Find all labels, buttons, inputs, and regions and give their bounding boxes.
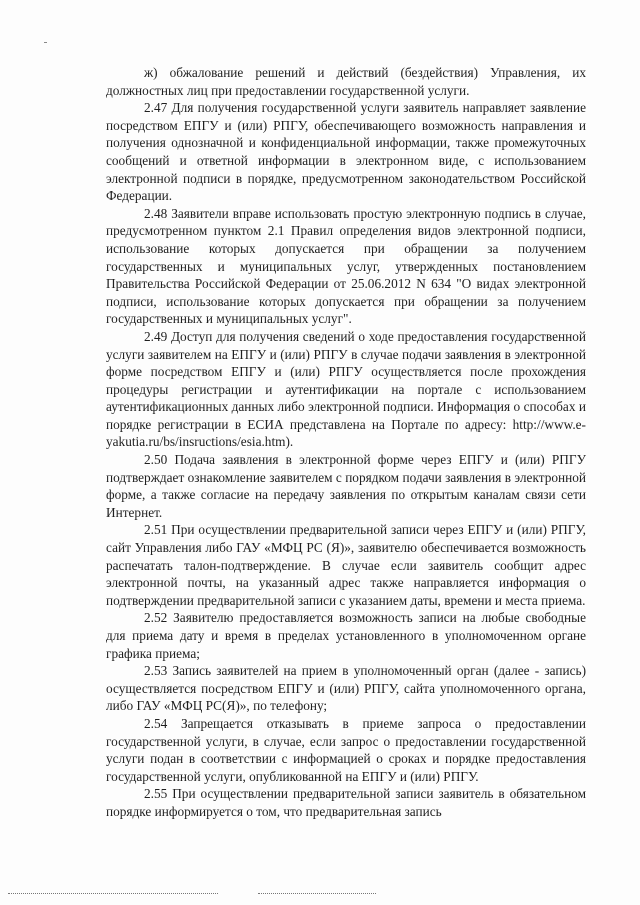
paragraph-2-49: 2.49 Доступ для получения сведений о ходе предоставления государственной услуги заявителем на ЕПГУ и (или) РПГУ в случае подачи заявления в электронной форме посредством ЕПГУ и (или) РПГУ осуществляется после прохождения процедуры регистрации и аутентификации на портале с использованием аутентификационных данных либо электронной подписи. Информация о способах и порядке регистрации в ЕСИА представлена на Портале по адресу: http://www.e-yakutia.ru/bs/insructions/esia.htm).	[106, 328, 586, 450]
paragraph-2-54: 2.54 Запрещается отказывать в приеме запроса о предоставлении государственной услуги, в случае, если запрос о предоставлении государственной услуги подан в соответствии с информацией о сроках и порядке предоставления государственной услуги, опубликованной на ЕПГУ и (или) РПГУ.	[106, 715, 586, 784]
scan-mark	[44, 42, 47, 43]
paragraph-2-53: 2.53 Запись заявителей на прием в уполномоченный орган (далее - запись) осуществляется посредством ЕПГУ и (или) РПГУ, сайта уполномоченного органа, либо ГАУ «МФЦ РС(Я)», по телефону;	[106, 663, 586, 714]
paragraph-appeal: ж) обжалование решений и действий (бездействия) Управления, их должностных лиц при предоставлении государственной услуги.	[106, 65, 586, 98]
paragraph-2-51: 2.51 При осуществлении предварительной записи через ЕПГУ и (или) РПГУ, сайт Управления либо ГАУ «МФЦ РС (Я)», заявителю обеспечивается возможность распечатать талон-подтверждение. В случае если заявитель сообщит адрес электронной почты, на указанный адрес также направляется информация о подтверждении предварительной записи с указанием даты, времени и места приема.	[106, 522, 586, 608]
paragraph-2-47: 2.47 Для получения государственной услуги заявитель направляет заявление посредством ЕПГУ и (или) РПГУ, обеспечивающего возможность направления и получения однозначной и конфиденциальной информации, также промежуточных сообщений и ответной информации в электронном виде, с использованием электронной подписи в порядке, предусмотренном законодательством Российской Федерации.	[106, 100, 586, 204]
paragraph-2-52: 2.52 Заявителю предоставляется возможность записи на любые свободные для приема дату и время в пределах установленного в уполномоченном органе графика приема;	[106, 610, 586, 661]
paragraph-2-50: 2.50 Подача заявления в электронной форме через ЕПГУ и (или) РПГУ подтверждает ознакомление заявителем с порядком подачи заявления в электронной форме, а также согласие на передачу заявления по открытым каналам связи сети Интернет.	[106, 452, 586, 520]
scan-border-right	[258, 893, 376, 894]
scan-border-left	[8, 893, 218, 894]
document-body	[106, 64, 586, 821]
paragraph-2-48: 2.48 Заявители вправе использовать простую электронную подпись в случае, предусмотренном пунктом 2.1 Правил определения видов электронной подписи, использование которых допускается при обращении за получением государственных и муниципальных услуг, утвержденных постановлением Правительства Российской Федерации от 25.06.2012 N 634 "О видах электронной подписи, использование которых допускается при обращении за получением государственных и муниципальных услуг".	[106, 205, 586, 327]
paragraph-2-55: 2.55 При осуществлении предварительной записи заявитель в обязательном порядке информируется о том, что предварительная запись	[106, 786, 586, 819]
